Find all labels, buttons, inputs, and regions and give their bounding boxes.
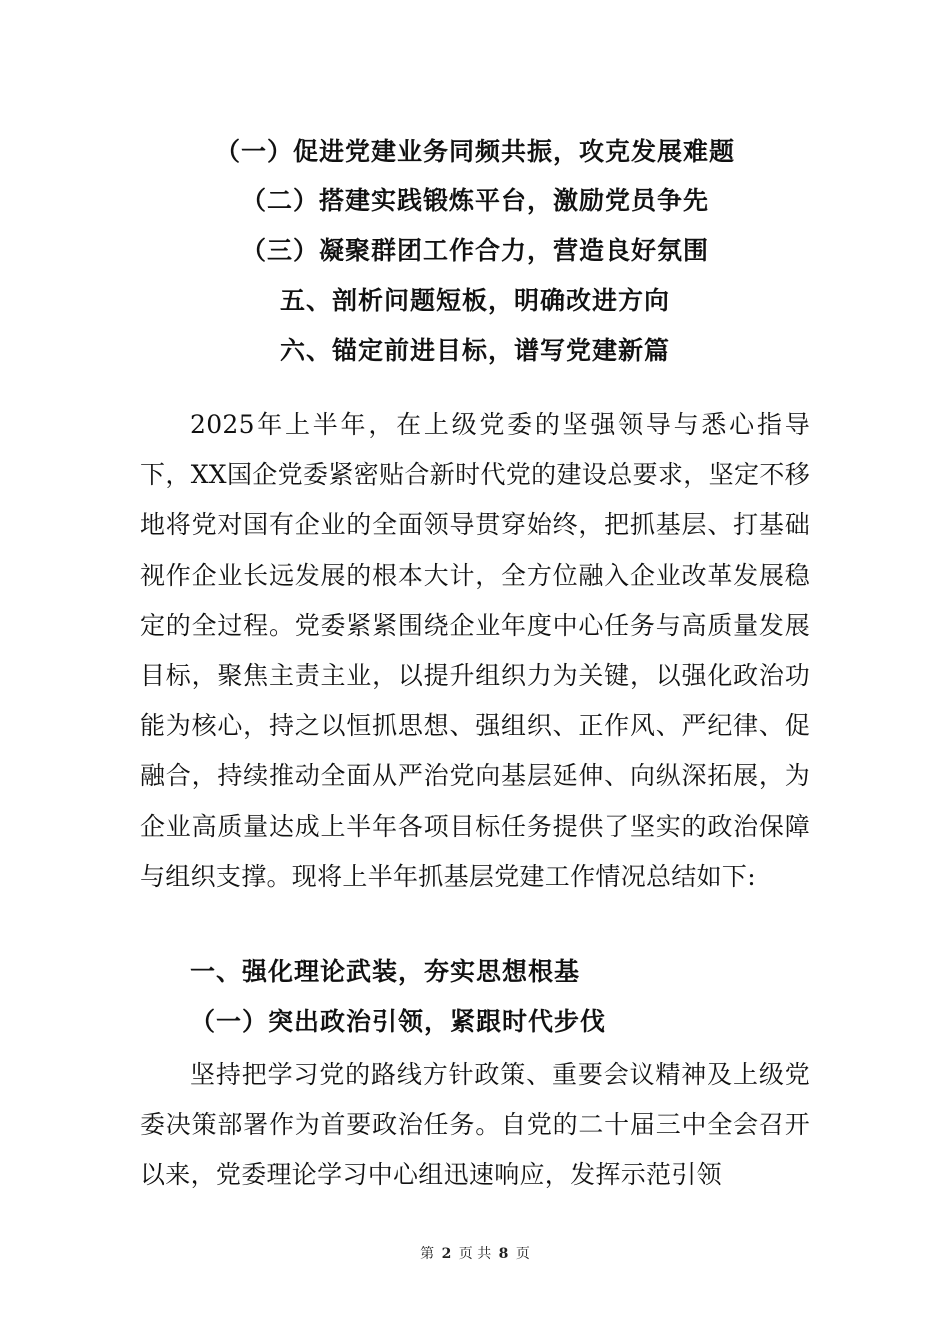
toc-item-3: （三）凝聚群团工作合力，营造良好氛围 <box>240 236 709 265</box>
page-footer <box>0 1244 950 1264</box>
toc-item-4: 五、剖析问题短板，明确改进方向 <box>279 286 670 315</box>
toc-item-2: （二）搭建实践锻炼平台，激励党员争先 <box>240 186 709 215</box>
footer-total-pages: 8 <box>498 1246 509 1262</box>
footer-suffix: 页 <box>515 1246 530 1262</box>
toc-item-5: 六、锚定前进目标，谱写党建新篇 <box>279 336 670 365</box>
subsection-heading: （一）突出政治引领，紧跟时代步伐 <box>190 1007 607 1036</box>
intro-paragraph: 2025年上半年，在上级党委的坚强领导与悉心指导下，XX国企党委紧密贴合新时代党的建设总要求，坚定不移地将党对国有企业的全面领导贯穿始终，把抓基层、打基础视作企业长远发展的根本大计，全方位融入企业改革发展稳定的全过程。党委紧紧围绕企业年度中心任务与高质量发展目标，聚焦主责主业，以提升组织力为关键，以强化政治功能为核心，持之以恒抓思想、强组织、正作风、严纪律、促融合，持续推动全面从严治党向基层延伸、向纵深拓展，为企业高质量达成上半年各项目标任务提供了坚实的政治保障与组织支撑。现将上半年抓基层党建工作情况总结如下: <box>140 410 810 891</box>
toc-item-1: （一）促进党建业务同频共振，攻克发展难题 <box>214 137 735 166</box>
section-heading: 一、强化理论武装，夯实思想根基 <box>190 957 581 986</box>
footer-middle: 页 共 <box>458 1246 492 1262</box>
footer-page-number: 2 <box>441 1246 452 1262</box>
subsection-paragraph: 坚持把学习党的路线方针政策、重要会议精神及上级党委决策部署作为首要政治任务。自党的二十届三中全会召开以来，党委理论学习中心组迅速响应，发挥示范引领 <box>140 1060 810 1190</box>
footer-prefix: 第 <box>420 1246 435 1262</box>
